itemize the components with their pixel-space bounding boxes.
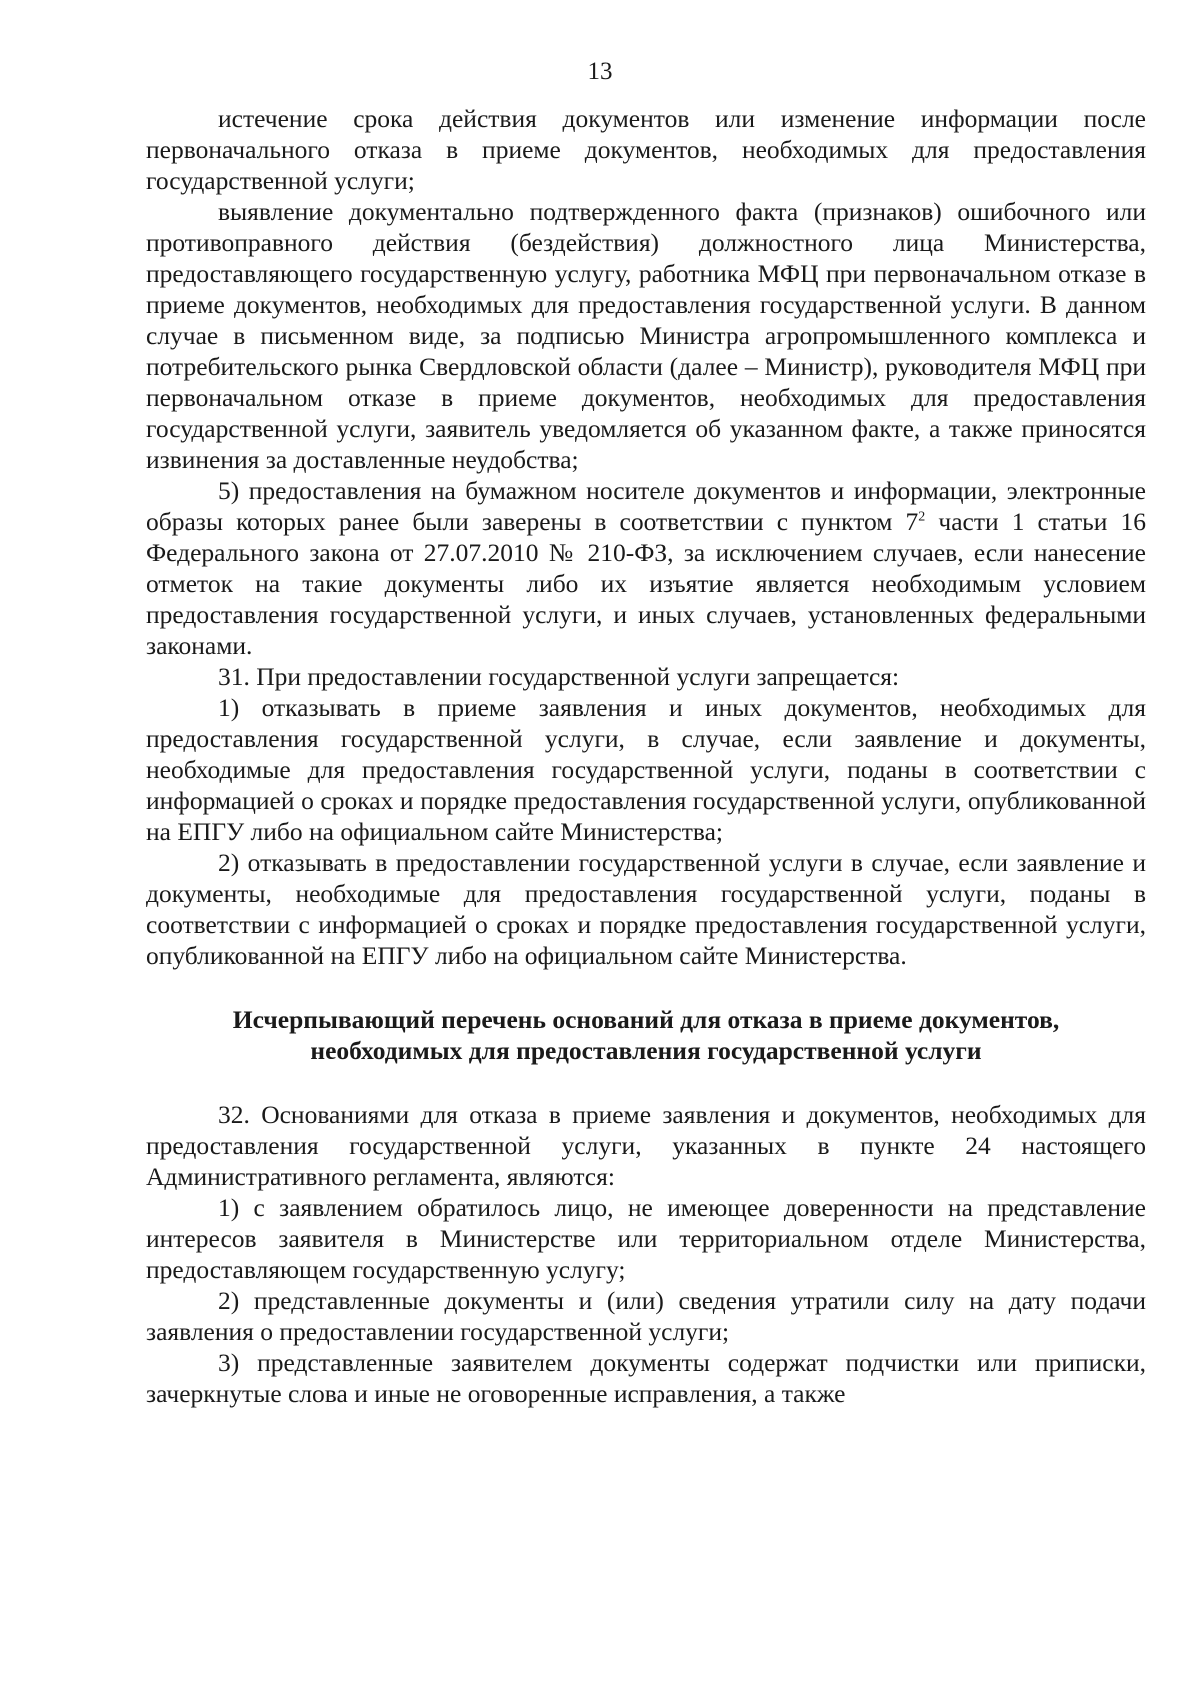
section-heading-line-1: Исчерпывающий перечень оснований для отказа в приеме документов,: [232, 1005, 1060, 1034]
section-heading: [146, 1004, 1146, 1066]
item5-text-start: 5) предоставления на бумажном носителе документов и информации, электронные образы которых ранее были заверены в соответствии с пунктом 7: [146, 476, 1146, 536]
paragraph-32-item-1: 1) с заявлением обратилось лицо, не имеющее доверенности на представление интересов заявителя в Министерстве или территориальном отделе Министерства, предоставляющем государственную услугу;: [146, 1193, 1146, 1284]
section-heading-line-2: необходимых для предоставления государственной услуги: [310, 1036, 982, 1065]
paragraph-32-item-2: 2) представленные документы и (или) сведения утратили силу на дату подачи заявления о предоставлении государственной услуги;: [146, 1286, 1146, 1346]
item5-superscript: 2: [918, 509, 926, 525]
paragraph-expiry: истечение срока действия документов или изменение информации после первоначального отказа в приеме документов, необходимых для предоставления государственной услуги;: [146, 104, 1146, 195]
page-number: 13: [587, 58, 613, 85]
paragraph-31-item-2: 2) отказывать в предоставлении государственной услуги в случае, если заявление и документы, необходимые для предоставления государственной услуги, поданы в соответствии с информацией о сроках и порядке предоставления государственной услуги, опубликованной на ЕПГУ либо на официальном сайте Министерства.: [146, 848, 1146, 970]
item5-text-end: части 1 статьи 16 Федерального закона от 27.07.2010 № 210-ФЗ, за исключением случаев, если нанесение отметок на такие документы либо их изъятие является необходимым условием предоставления государственной услуги, и иных случаев, установленных федеральными законами.: [146, 507, 1146, 660]
paragraph-31: 31. При предоставлении государственной услуги запрещается:: [218, 662, 900, 691]
document-body: [146, 103, 1146, 1409]
paragraph-item-5: [146, 475, 1146, 661]
paragraph-31-item-1: 1) отказывать в приеме заявления и иных документов, необходимых для предоставления государственной услуги, в случае, если заявление и документы, необходимые для предоставления государственной услуги, поданы в соответствии с информацией о сроках и порядке предоставления государственной услуги, опубликованной на ЕПГУ либо на официальном сайте Министерства;: [146, 693, 1146, 846]
paragraph-32: 32. Основаниями для отказа в приеме заявления и документов, необходимых для предоставления государственной услуги, указанных в пункте 24 настоящего Административного регламента, являются:: [146, 1100, 1146, 1191]
paragraph-error-fact: выявление документально подтвержденного факта (признаков) ошибочного или противоправного действия (бездействия) должностного лица Министерства, предоставляющего государственную услугу, работника МФЦ при первоначальном отказе в приеме документов, необходимых для предоставления государственной услуги. В данном случае в письменном виде, за подписью Министра агропромышленного комплекса и потребительского рынка Свердловской области (далее – Министр), руководителя МФЦ при первоначальном отказе в приеме документов, необходимых для предоставления государственной услуги, заявитель уведомляется об указанном факте, а также приносятся извинения за доставленные неудобства;: [146, 197, 1146, 474]
paragraph-32-item-3: 3) представленные заявителем документы содержат подчистки или приписки, зачеркнутые слова и иные не оговоренные исправления, а также: [146, 1348, 1146, 1408]
